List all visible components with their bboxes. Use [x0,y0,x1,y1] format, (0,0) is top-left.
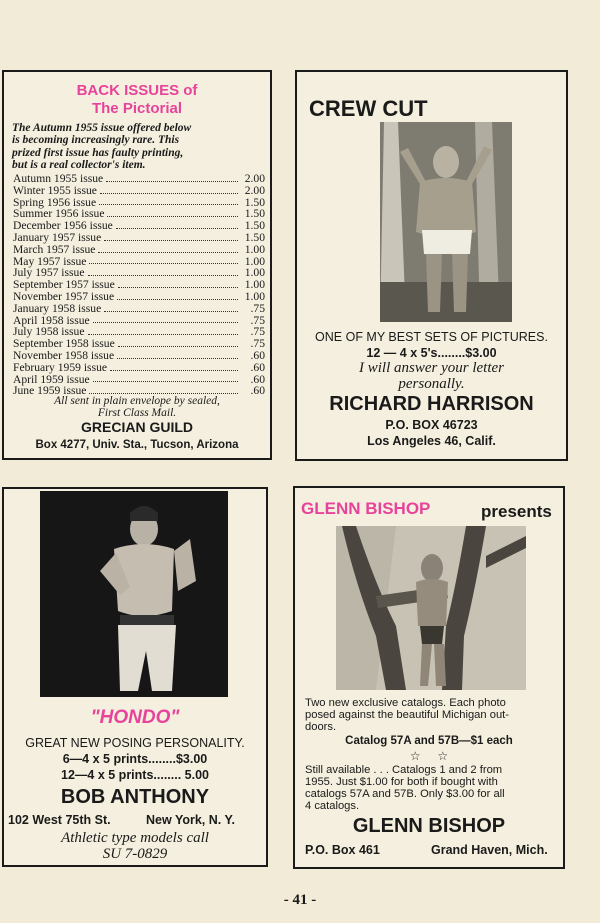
crew-cut-line-1: ONE OF MY BEST SETS OF PICTURES. [315,330,548,344]
issue-row: September 1957 issue 1.00 [13,278,265,292]
catalog-line: Catalog 57A and 57B—$1 each [345,735,513,747]
grecian-guild-ad [2,70,272,460]
hondo-line-4: Athletic type models call [61,830,209,846]
hondo-photo [40,491,228,697]
hondo-photo-art [40,491,228,697]
crew-cut-line-4: personally. [398,376,465,392]
issue-row: April 1959 issue .60 [13,372,265,386]
issue-row: Winter 1955 issue 2.00 [13,183,265,197]
issue-row: November 1958 issue .60 [13,348,265,362]
hondo-city: New York, N. Y. [146,813,235,827]
still-available-text: Still available . . . Catalogs 1 and 2 from 1955. Just $1.00 for both if bought with catalogs 57A and 57B. Only $3.00 for all 4 catalogs. [305,764,505,812]
glenn-bishop-photo-art [336,526,526,690]
crew-cut-photo-art [380,122,512,322]
crew-cut-line-3: I will answer your letter [359,360,504,376]
page-number: - 41 - [283,892,317,908]
crew-cut-photo [380,122,512,322]
richard-harrison-name: RICHARD HARRISON [329,393,534,415]
bishop-box: P.O. Box 461 [305,843,380,857]
glenn-bishop-photo [336,526,526,690]
issue-row: December 1956 issue 1.50 [13,219,265,233]
crew-cut-ad [295,70,568,461]
issue-row: May 1957 issue 1.00 [13,254,265,268]
bishop-city: Grand Haven, Mich. [431,843,548,857]
glenn-bishop-title-presents: presents [481,502,552,521]
bishop-paragraph: Two new exclusive catalogs. Each photo posed against the beautiful Michigan out- doors. [305,697,509,733]
issue-row: September 1958 issue .75 [13,337,265,351]
hondo-price-2: 12—4 x 5 prints........ 5.00 [61,768,209,782]
issue-row: January 1958 issue .75 [13,301,265,315]
glenn-bishop-name: GLENN BISHOP [352,815,506,837]
hondo-phone: SU 7-0829 [102,846,168,862]
star-divider-icon: ☆ ☆ [409,749,449,763]
crew-cut-city: Los Angeles 46, Calif. [367,434,496,448]
mailing-note: All sent in plain envelope by sealed, First Class Mail. [54,395,220,419]
back-issues-headline-2: The Pictorial [91,100,183,117]
crew-cut-title: CREW CUT [309,96,428,121]
issue-row: April 1958 issue .75 [13,313,265,327]
issue-row: Spring 1956 issue 1.50 [13,195,265,209]
hondo-price-1: 6—4 x 5 prints........$3.00 [62,752,208,766]
issue-row: Summer 1956 issue 1.50 [13,207,265,221]
company-name: GRECIAN GUILD [81,419,193,435]
issue-row: January 1957 issue 1.50 [13,230,265,244]
issue-row: July 1957 issue 1.00 [13,266,265,280]
issue-row: November 1957 issue 1.00 [13,289,265,303]
bob-anthony-name: BOB ANTHONY [60,786,210,808]
hondo-ad [2,487,268,867]
issue-row: Autumn 1955 issue 2.00 [13,172,265,185]
hondo-street: 102 West 75th St. [8,813,111,827]
issue-price-list [13,173,265,397]
glenn-bishop-ad [293,486,565,869]
issue-row: February 1959 issue .60 [13,360,265,374]
back-issues-headline-1: BACK ISSUES of [76,82,198,99]
hondo-title: "HONDO" [90,707,180,728]
company-address: Box 4277, Univ. Sta., Tucson, Arizona [35,439,239,451]
issue-row: June 1959 issue .60 [13,384,265,398]
issue-row: March 1957 issue 1.00 [13,242,265,256]
hondo-line-1: GREAT NEW POSING PERSONALITY. [25,736,245,750]
glenn-bishop-title-pink: GLENN BISHOP [301,499,431,518]
crew-cut-price: 12 — 4 x 5's........$3.00 [366,346,497,360]
crew-cut-box: P.O. BOX 46723 [385,418,478,432]
issue-row: July 1958 issue .75 [13,325,265,339]
intro-text: The Autumn 1955 issue offered below is becoming increasingly rare. This prized first issue has faulty printing, but is a real collector's item. [12,122,192,172]
